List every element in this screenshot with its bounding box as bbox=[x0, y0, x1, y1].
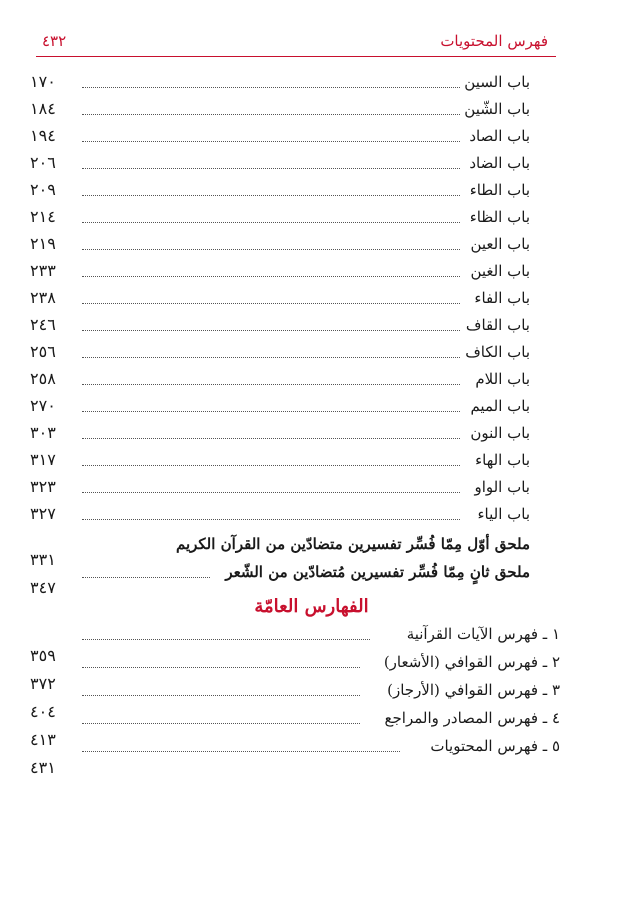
toc-label: ملحق أوّل مِمّا فُسِّر تفسيرين متضادّين من القرآن الكريم bbox=[175, 535, 530, 553]
toc-row[interactable] bbox=[72, 232, 530, 256]
toc-row-index[interactable] bbox=[72, 734, 560, 758]
toc-row[interactable] bbox=[72, 259, 530, 283]
toc-label: باب القاف bbox=[465, 316, 530, 334]
toc-row[interactable] bbox=[72, 286, 530, 310]
toc-label: باب الهاء bbox=[475, 451, 530, 469]
leader-dots bbox=[82, 695, 360, 696]
leader-dots bbox=[82, 492, 460, 493]
toc-label: باب العين bbox=[470, 235, 530, 253]
leader-dots bbox=[82, 411, 460, 412]
toc-row-index[interactable] bbox=[72, 706, 560, 730]
leader-dots bbox=[82, 168, 460, 169]
toc-row[interactable] bbox=[72, 151, 530, 175]
leader-dots bbox=[82, 303, 460, 304]
toc-label: ٣ ـ فهرس القوافي (الأرجاز) bbox=[387, 681, 560, 699]
toc-page-number: ٤٠٤ bbox=[30, 702, 56, 721]
toc-row-appendix-1[interactable] bbox=[72, 532, 530, 556]
toc-row[interactable] bbox=[72, 124, 530, 148]
page-header bbox=[36, 30, 556, 57]
toc-page-number: ٢٣٣ bbox=[30, 261, 56, 280]
toc-label: باب الميم bbox=[470, 397, 530, 415]
toc-label: ١ ـ فهرس الآيات القرآنية bbox=[406, 625, 560, 643]
toc-page-number: ٣١٧ bbox=[30, 450, 56, 469]
running-title: فهرس المحتويات bbox=[440, 32, 548, 50]
toc-page-number: ١٨٤ bbox=[30, 99, 56, 118]
toc-label: ٤ ـ فهرس المصادر والمراجع bbox=[384, 709, 560, 727]
leader-dots bbox=[82, 465, 460, 466]
leader-dots bbox=[82, 438, 460, 439]
page-number: ٤٣٢ bbox=[42, 32, 67, 50]
toc-page-number: ٢٥٨ bbox=[30, 369, 56, 388]
toc-page-number: ٤٣١ bbox=[30, 758, 56, 777]
toc-page-number: ٢١٤ bbox=[30, 207, 56, 226]
toc-row[interactable] bbox=[72, 340, 530, 364]
leader-dots bbox=[82, 723, 360, 724]
toc-page-number: ٣٤٧ bbox=[30, 578, 56, 597]
toc-page-number: ٣٢٧ bbox=[30, 504, 56, 523]
leader-dots bbox=[82, 751, 400, 752]
toc-page-number: ٢٤٦ bbox=[30, 315, 56, 334]
leader-dots bbox=[82, 195, 460, 196]
toc-label: باب الفاء bbox=[474, 289, 530, 307]
toc-row[interactable] bbox=[72, 97, 530, 121]
toc-label: باب الظاء bbox=[469, 208, 530, 226]
toc-label: باب اللام bbox=[475, 370, 530, 388]
toc-page-number: ٣٢٣ bbox=[30, 477, 56, 496]
toc-page-number: ٣٠٣ bbox=[30, 423, 56, 442]
leader-dots bbox=[82, 667, 360, 668]
toc-page-number: ٣٧٢ bbox=[30, 674, 56, 693]
leader-dots bbox=[82, 357, 460, 358]
leader-dots bbox=[82, 384, 460, 385]
toc-row[interactable] bbox=[72, 367, 530, 391]
toc-label: باب الصاد bbox=[469, 127, 530, 145]
section-title: الفهارس العامّة bbox=[254, 596, 369, 617]
toc-row[interactable] bbox=[72, 502, 530, 526]
toc-row-index[interactable] bbox=[72, 678, 560, 702]
toc-page-number: ٢١٩ bbox=[30, 234, 56, 253]
leader-dots bbox=[82, 330, 460, 331]
toc-label: ملحق ثانٍ مِمّا فُسِّر تفسيرين مُتضادّين من الشّعر bbox=[225, 563, 530, 581]
toc-page-number: ٢٣٨ bbox=[30, 288, 56, 307]
toc-label: باب الكاف bbox=[465, 343, 530, 361]
leader-dots bbox=[82, 87, 460, 88]
leader-dots bbox=[82, 276, 460, 277]
toc-label: باب الضاد bbox=[469, 154, 530, 172]
toc-label: ٢ ـ فهرس القوافي (الأشعار) bbox=[383, 653, 560, 671]
leader-dots bbox=[82, 141, 460, 142]
toc-row[interactable] bbox=[72, 421, 530, 445]
toc-page-number: ٣٥٩ bbox=[30, 646, 56, 665]
toc-page-number: ٢٠٩ bbox=[30, 180, 56, 199]
toc-row[interactable] bbox=[72, 394, 530, 418]
toc-row-index[interactable] bbox=[72, 622, 560, 646]
toc-page-number: ٢٧٠ bbox=[30, 396, 56, 415]
toc-row[interactable] bbox=[72, 70, 530, 94]
toc-page-number: ٢٥٦ bbox=[30, 342, 56, 361]
toc-page-number: ١٧٠ bbox=[30, 72, 56, 91]
leader-dots bbox=[82, 249, 460, 250]
toc-row[interactable] bbox=[72, 313, 530, 337]
toc-row-index[interactable] bbox=[72, 650, 560, 674]
toc-label: باب السين bbox=[464, 73, 530, 91]
toc-row[interactable] bbox=[72, 205, 530, 229]
toc-page-number: ٢٠٦ bbox=[30, 153, 56, 172]
leader-dots bbox=[82, 639, 370, 640]
leader-dots bbox=[82, 114, 460, 115]
toc-row-appendix-2[interactable] bbox=[72, 560, 530, 584]
toc-label: باب النون bbox=[470, 424, 530, 442]
toc-label: ٥ ـ فهرس المحتويات bbox=[430, 737, 560, 755]
leader-dots bbox=[82, 222, 460, 223]
leader-dots bbox=[82, 577, 210, 578]
toc-row[interactable] bbox=[72, 178, 530, 202]
toc-page-number: ٣٣١ bbox=[30, 550, 56, 569]
toc-label: باب الياء bbox=[477, 505, 530, 523]
leader-dots bbox=[82, 519, 460, 520]
toc-page-number: ٤١٣ bbox=[30, 730, 56, 749]
toc-page-number: ١٩٤ bbox=[30, 126, 56, 145]
toc-label: باب الشّين bbox=[464, 100, 530, 118]
toc-label: باب الطاء bbox=[469, 181, 530, 199]
toc-row[interactable] bbox=[72, 448, 530, 472]
toc-label: باب الواو bbox=[474, 478, 530, 496]
toc-label: باب الغين bbox=[470, 262, 530, 280]
toc-row[interactable] bbox=[72, 475, 530, 499]
